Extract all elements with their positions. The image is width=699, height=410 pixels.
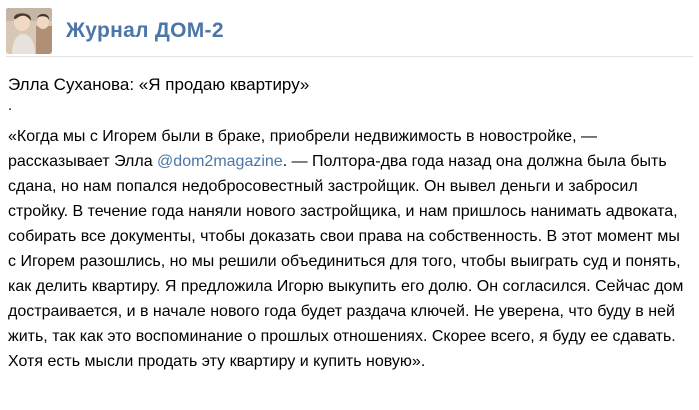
body-part-one: «Когда мы с Игорем были в браке, приобрели недвижимость в новостройке, — рассказывает Элла [8, 128, 597, 170]
article-body [8, 124, 691, 374]
body-part-two: . — Полтора-два года назад она должна была быть сдана, но нам попался недобросовестный застройщик. Он вывел деньги и забросил стройку. В течение года наняли нового застройщика, и нам пришлось нанимать адвоката, собирать все документы, чтобы доказать свои права на собственность. В этот момент мы с Игорем разошлись, но мы решили объединиться для того, чтобы выиграть суд и понять, как делить квартиру. Я предложила Игорю выкупить его долю. Он согласился. Сейчас дом достраивается, и в начале нового года будет раздача ключей. Не уверена, что буду в ней жить, так как это воспоминание о прошлых отношениях. Скорее всего, я буду ее сдавать. Хотя есть мысли продать эту квартиру и купить новую». [8, 153, 684, 370]
page-header [0, 0, 699, 56]
mention-link[interactable]: @dom2magazine [157, 153, 283, 170]
avatar[interactable] [6, 8, 52, 54]
header-divider [6, 56, 693, 57]
dot-separator: . [8, 97, 13, 114]
avatar-image [6, 8, 52, 54]
page-title: Элла Суханова: «Я продаю квартиру» [8, 75, 310, 94]
article-content [0, 56, 699, 374]
site-title[interactable]: Журнал ДОМ-2 [66, 19, 224, 42]
